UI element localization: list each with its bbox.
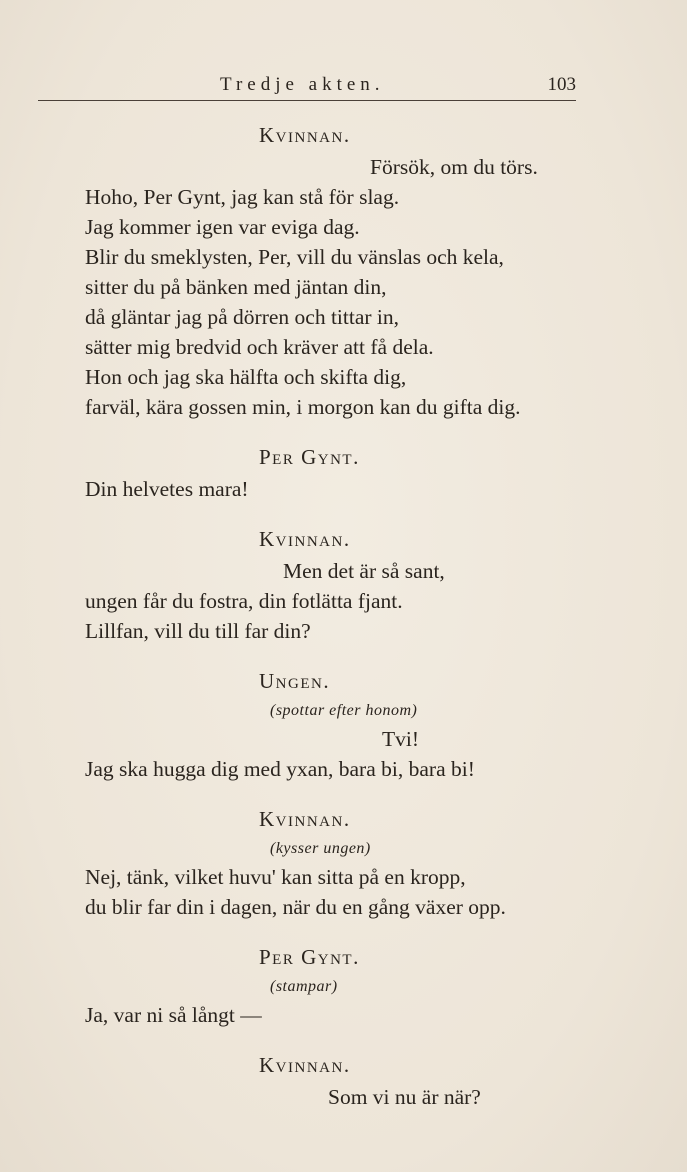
verse-line: du blir far din i dagen, när du en gång växer opp. bbox=[85, 895, 506, 919]
verse-line: Din helvetes mara! bbox=[85, 477, 249, 501]
verse-line: då gläntar jag på dörren och tittar in, bbox=[85, 305, 400, 329]
verse-line: Jag ska hugga dig med yxan, bara bi, bara bi! bbox=[85, 757, 475, 781]
verse-line: Blir du smeklysten, Per, vill du vänslas och kela, bbox=[85, 245, 504, 269]
speaker-name: Per Gynt. bbox=[259, 445, 360, 469]
speaker-name: Kvinnan. bbox=[259, 1053, 351, 1077]
verse-line: Ja, var ni så långt — bbox=[85, 1003, 262, 1027]
verse-line: Tvi! bbox=[382, 727, 420, 751]
verse-line: Försök, om du törs. bbox=[370, 155, 538, 179]
running-title: Tredje akten. bbox=[220, 74, 385, 95]
speaker-name: Kvinnan. bbox=[259, 807, 351, 831]
verse-line: ungen får du fostra, din fotlätta fjant. bbox=[85, 589, 403, 613]
verse-line: Nej, tänk, vilket huvu' kan sitta på en kropp, bbox=[85, 865, 466, 889]
verse-line: farväl, kära gossen min, i morgon kan du gifta dig. bbox=[85, 395, 521, 419]
speaker-name: Ungen. bbox=[259, 669, 331, 693]
play-text bbox=[85, 118, 585, 1112]
speaker-name: Kvinnan. bbox=[259, 527, 351, 551]
speaker-name: Kvinnan. bbox=[259, 123, 351, 147]
verse-line: Men det är så sant, bbox=[283, 559, 445, 583]
verse-line: sätter mig bredvid och kräver att få dela. bbox=[85, 335, 434, 359]
verse-line: Jag kommer igen var eviga dag. bbox=[85, 215, 360, 239]
stage-direction: (stampar) bbox=[270, 978, 338, 995]
verse-line: sitter du på bänken med jäntan din, bbox=[85, 275, 387, 299]
verse-line: Hon och jag ska hälfta och skifta dig, bbox=[85, 365, 407, 389]
verse-line: Hoho, Per Gynt, jag kan stå för slag. bbox=[85, 185, 400, 209]
speaker-name: Per Gynt. bbox=[259, 945, 360, 969]
verse-line: Som vi nu är när? bbox=[328, 1085, 481, 1109]
stage-direction: (kysser ungen) bbox=[270, 840, 371, 857]
page-number: 103 bbox=[547, 74, 576, 95]
stage-direction: (spottar efter honom) bbox=[270, 702, 418, 719]
verse-line: Lillfan, vill du till far din? bbox=[85, 619, 311, 643]
page-header bbox=[80, 74, 576, 100]
header-rule bbox=[38, 100, 576, 101]
